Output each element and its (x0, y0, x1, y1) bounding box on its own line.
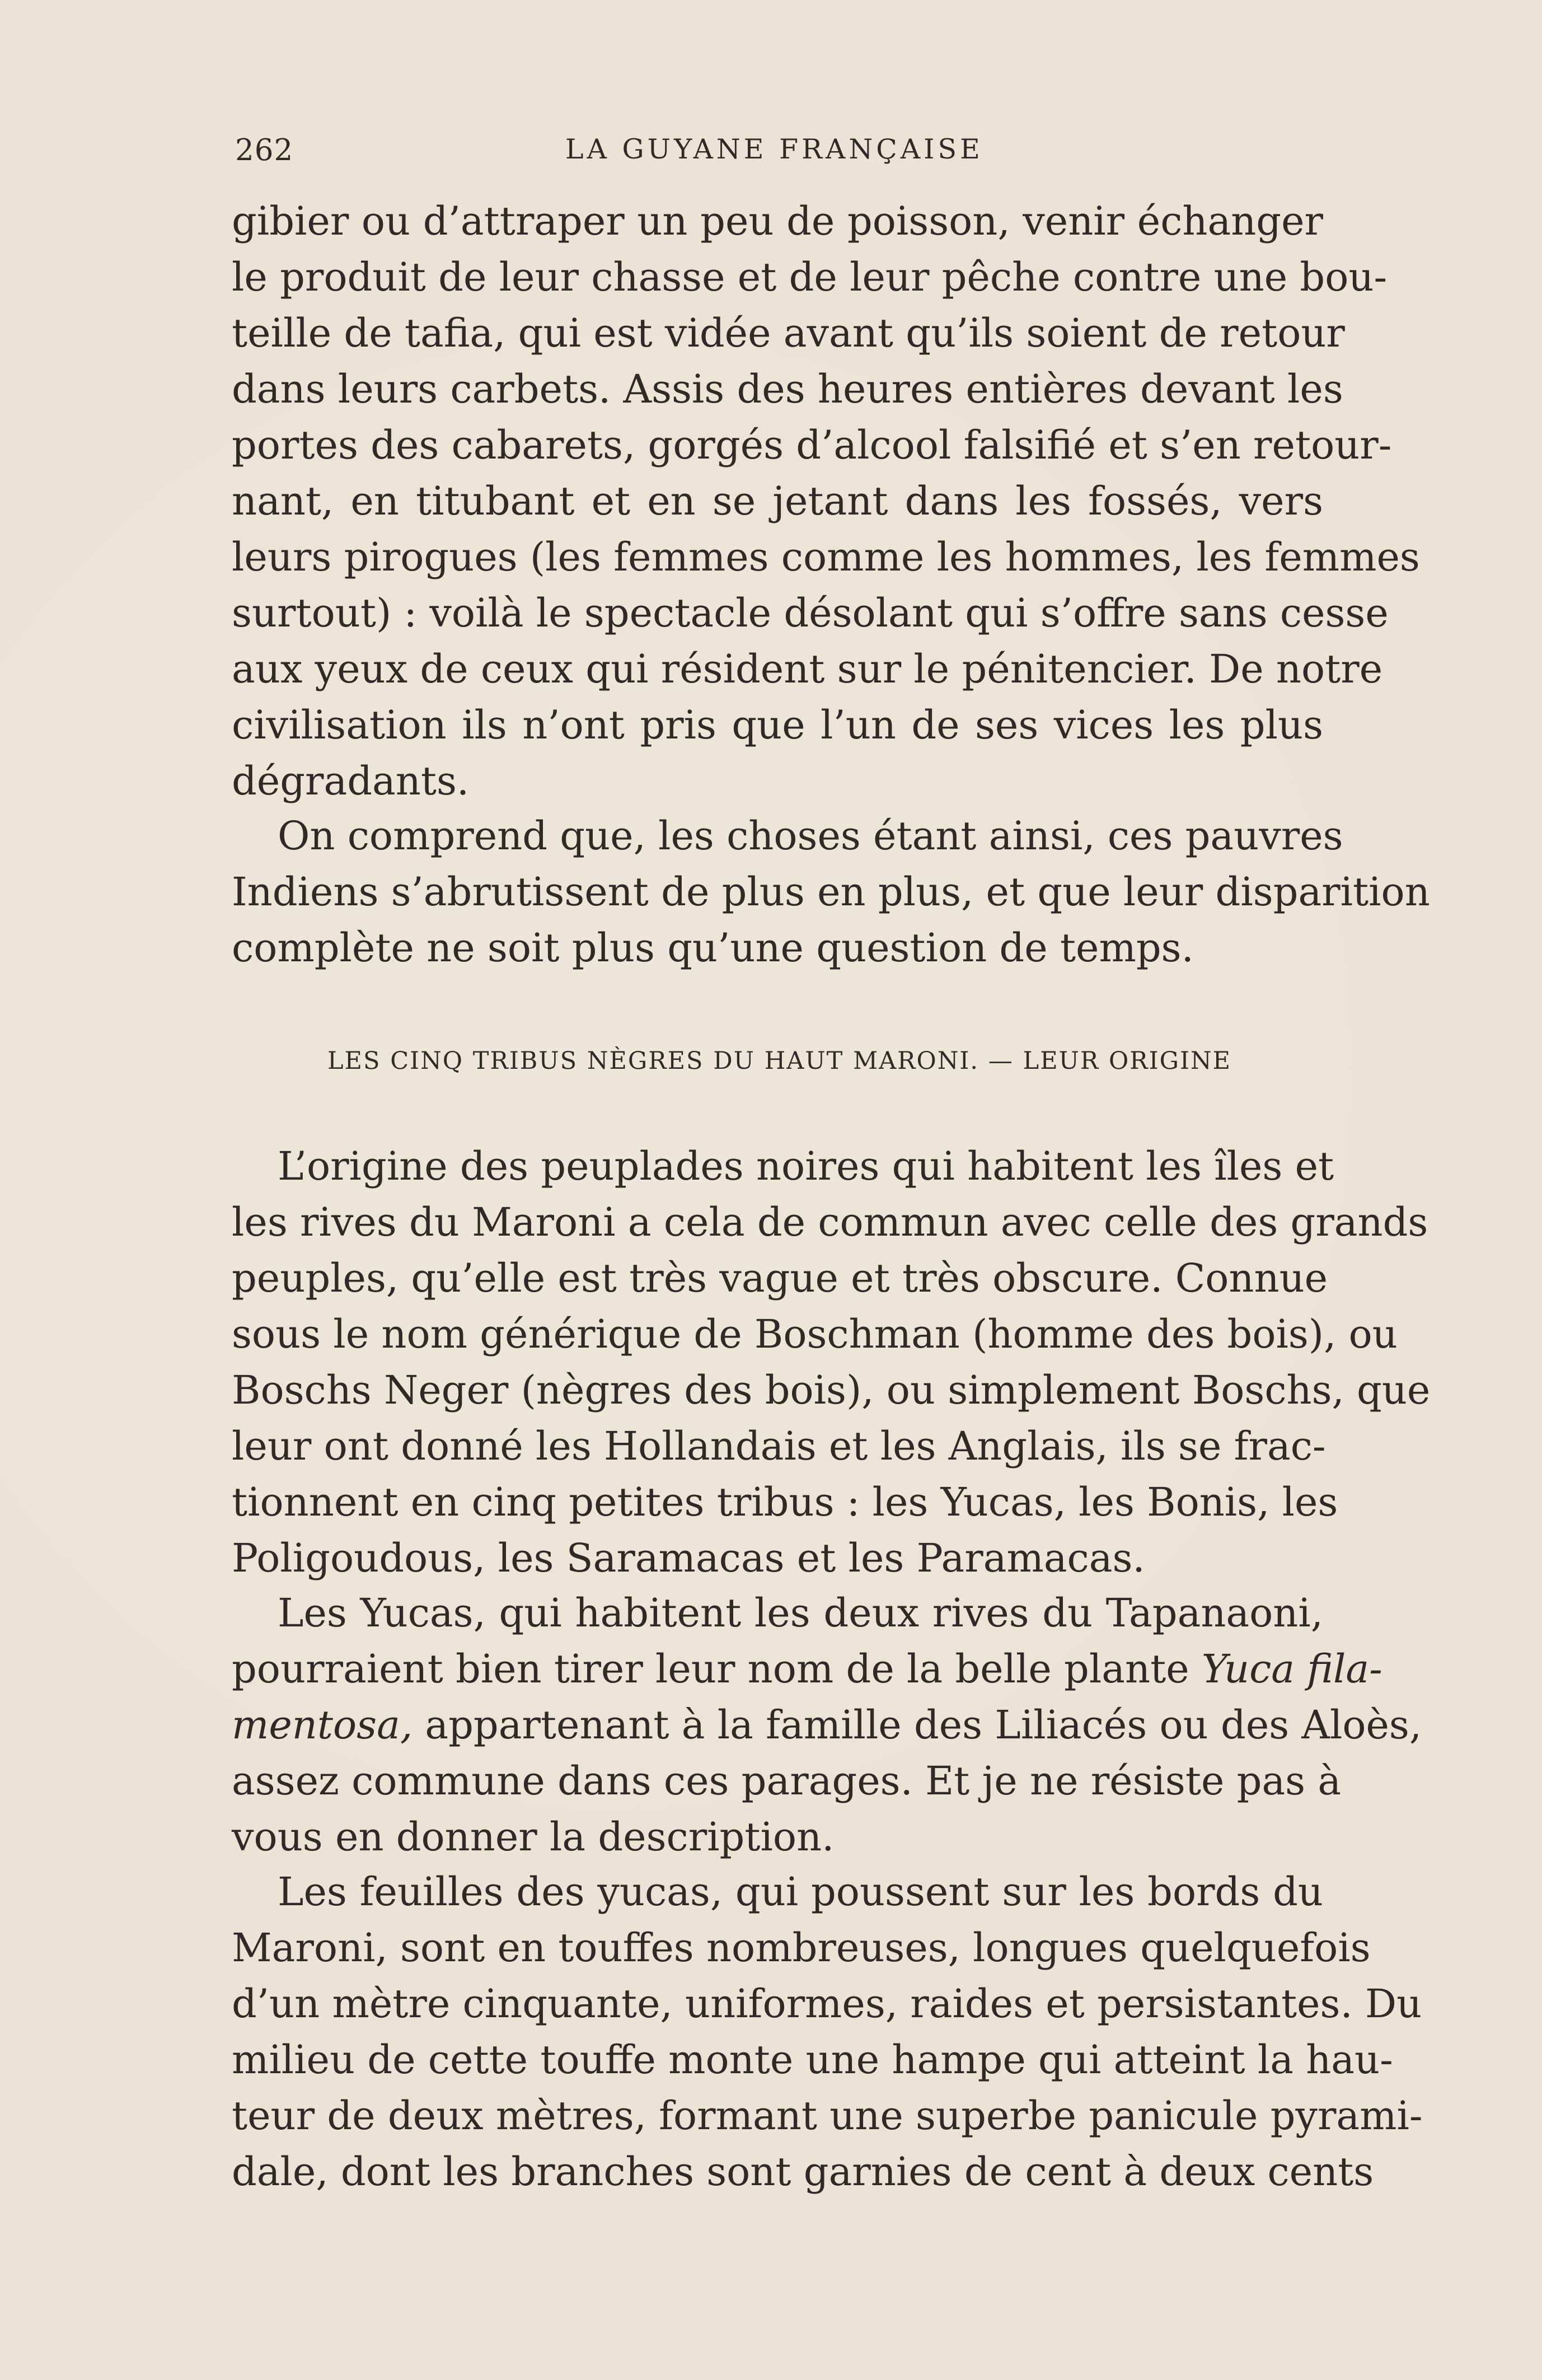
body-line: sous le nom générique de Boschman (homme des bois), ou (232, 1311, 1398, 1357)
body-line: Poligoudous, les Saramacas et les Paramacas. (232, 1535, 1145, 1581)
body-line: Indiens s’abrutissent de plus en plus, et que leur disparition (232, 869, 1430, 915)
body-line: On comprend que, les choses étant ainsi, ces pauvres (278, 813, 1343, 859)
body-line: assez commune dans ces parages. Et je ne résiste pas à (232, 1758, 1342, 1804)
body-line: gibier ou d’attraper un peu de poisson, venir échanger (232, 198, 1323, 244)
page-number: 262 (235, 133, 294, 167)
body-line: dégradants. (232, 758, 470, 804)
section-heading: LES CINQ TRIBUS NÈGRES DU HAUT MARONI. — LEUR ORIGINE (327, 1047, 1231, 1075)
body-line: les rives du Maroni a cela de commun avec celle des grands (232, 1199, 1428, 1245)
body-line: dans leurs carbets. Assis des heures entières devant les (232, 366, 1343, 412)
body-line: Les feuilles des yucas, qui poussent sur les bords du (278, 1869, 1323, 1915)
body-line: surtout) : voilà le spectacle désolant qui s’offre sans cesse (232, 590, 1389, 636)
italic-latin-name-continued: mentosa, (232, 1702, 413, 1748)
body-line: teur de deux mètres, formant une superbe panicule pyrami- (232, 2093, 1423, 2139)
body-line: civilisation ils n’ont pris que l’un de ses vices les plus (232, 702, 1323, 748)
body-line (232, 1646, 1382, 1692)
italic-latin-name: Yuca fila- (1201, 1646, 1382, 1692)
body-line: Maroni, sont en touffes nombreuses, longues quelquefois (232, 1925, 1371, 1971)
body-line: aux yeux de ceux qui résident sur le pénitencier. De notre (232, 646, 1383, 692)
running-title: LA GUYANE FRANÇAISE (565, 133, 983, 165)
body-line: vous en donner la description. (232, 1814, 835, 1860)
body-line: L’origine des peuplades noires qui habitent les îles et (278, 1143, 1334, 1189)
body-line: portes des cabarets, gorgés d’alcool falsifié et s’en retour- (232, 422, 1392, 468)
body-line: Les Yucas, qui habitent les deux rives du Tapanaoni, (278, 1590, 1323, 1636)
body-line: leurs pirogues (les femmes comme les hommes, les femmes (232, 534, 1420, 580)
body-line: dale, dont les branches sont garnies de cent à deux cents (232, 2149, 1374, 2195)
body-line: leur ont donné les Hollandais et les Anglais, ils se frac- (232, 1423, 1326, 1469)
body-line: le produit de leur chasse et de leur pêche contre une bou- (232, 254, 1388, 300)
body-line: milieu de cette touffe monte une hampe qui atteint la hau- (232, 2037, 1393, 2083)
page-header (235, 133, 993, 178)
body-line: d’un mètre cinquante, uniformes, raides et persistantes. Du (232, 1981, 1422, 2027)
body-text: appartenant à la famille des Liliacés ou des Aloès, (425, 1702, 1422, 1748)
body-line: nant, en titubant et en se jetant dans les fossés, vers (232, 478, 1323, 524)
body-line: peuples, qu’elle est très vague et très obscure. Connue (232, 1255, 1328, 1301)
body-text: pourraient bien tirer leur nom de la belle plante (232, 1646, 1189, 1692)
body-line: Boschs Neger (nègres des bois), ou simplement Boschs, que (232, 1367, 1431, 1413)
body-line (232, 1702, 1422, 1748)
body-line: tionnent en cinq petites tribus : les Yucas, les Bonis, les (232, 1479, 1338, 1525)
body-line: complète ne soit plus qu’une question de temps. (232, 925, 1194, 971)
body-line: teille de tafia, qui est vidée avant qu’ils soient de retour (232, 310, 1345, 356)
